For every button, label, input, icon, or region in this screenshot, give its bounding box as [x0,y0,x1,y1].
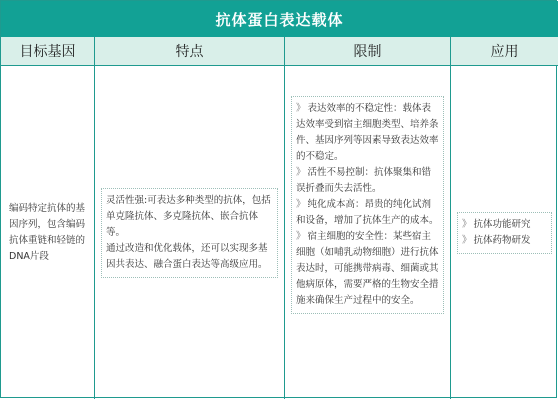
application-item [462,233,547,249]
header-target-gene: 目标基因 [1,37,95,65]
feature-item: 灵活性强:可表达多种类型的抗体，包括单克隆抗体、多克隆抗体、嵌合抗体等。 [106,194,271,238]
application-text: 抗体药物研发 [473,234,531,246]
bullet-icon: 》 [296,199,306,210]
header-applications: 应用 [490,44,519,60]
table-row [1,66,558,399]
bullet-icon: 》 [296,103,306,114]
limitation-item [296,101,439,165]
limitation-item [296,197,439,229]
limitation-item [296,229,439,309]
limitations-cell [285,66,451,399]
limitation-text: 表达效率的不稳定性：载体表达效率受到宿主细胞类型、培养条件、基因序列等因素导致表达效率的不稳定。 [296,103,439,162]
header-limitations: 限制 [285,37,451,65]
bullet-icon: 》 [296,167,306,178]
target-gene-text: 编码特定抗体的基因序列，包含编码抗体重链和轻链的DNA片段 [9,202,86,262]
limitation-item [296,165,439,197]
header-row [1,37,558,66]
header-features: 特点 [95,37,285,65]
feature-item: 通过改造和优化载体，还可以实现多基因共表达、融合蛋白表达等高级应用。 [106,242,268,270]
table-title: 抗体蛋白表达载体 [1,1,558,37]
application-text: 抗体功能研究 [473,218,531,230]
target-gene-cell [1,66,95,399]
limitation-text: 宿主细胞的安全性：某些宿主细胞（如哺乳动物细胞）进行抗体表达时，可能携带病毒、细菌或其他病原体，需要严格的生物安全措施来确保生产过程中的安全。 [296,231,439,306]
features-cell [95,66,285,399]
bullet-icon: 》 [462,234,472,246]
limitation-text: 纯化成本高：昂贵的纯化试剂和设备，增加了抗体生产的成本。 [296,199,439,226]
bullet-icon: 》 [296,231,306,242]
applications-cell [451,66,558,399]
limitation-text: 活性不易控制：抗体聚集和错误折叠而失去活性。 [296,167,432,194]
application-item [462,217,547,233]
bullet-icon: 》 [462,218,472,230]
